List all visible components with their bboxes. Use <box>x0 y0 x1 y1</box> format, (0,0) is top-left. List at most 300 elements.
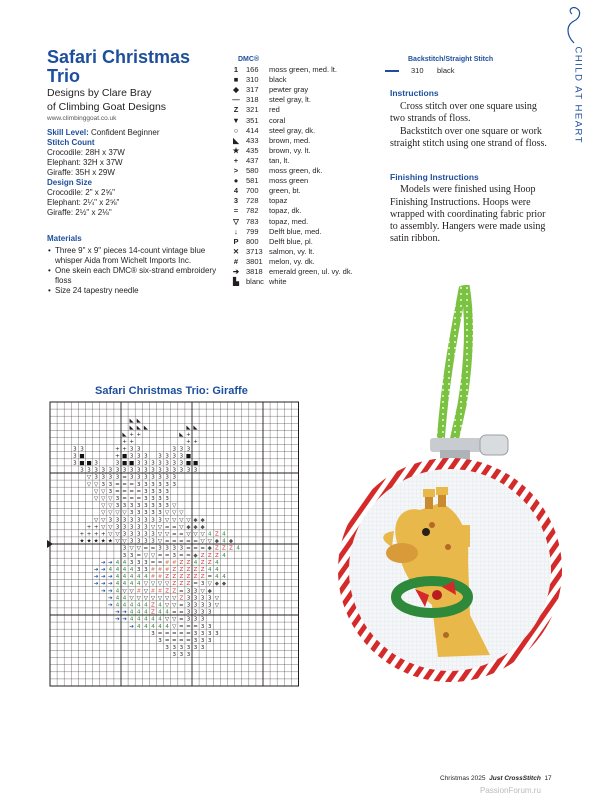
chart-stitch-symbol: = <box>179 609 184 616</box>
chart-stitch-symbol: 4 <box>158 602 162 609</box>
chart-stitch-symbol: 3 <box>73 453 77 460</box>
chart-stitch-symbol: + <box>122 446 127 453</box>
chart-stitch-symbol: 3 <box>186 616 191 623</box>
chart-stitch-symbol: # <box>150 588 156 595</box>
dmc-color-name: topaz <box>269 196 288 206</box>
chart-stitch-symbol: 4 <box>222 574 226 581</box>
chart-stitch-symbol: 3 <box>151 510 155 517</box>
chart-stitch-symbol: 3 <box>193 630 198 637</box>
chart-stitch-symbol: Z <box>151 602 155 609</box>
dmc-number: blanc <box>246 277 264 287</box>
chart-stitch-symbol: 3 <box>115 495 120 502</box>
chart-stitch-symbol: ▽ <box>101 524 106 531</box>
backstitch-color-name: black <box>437 66 455 75</box>
chart-stitch-symbol: 3 <box>137 503 141 510</box>
chart-stitch-symbol: 3 <box>101 474 105 481</box>
chart-stitch-symbol: = <box>179 531 184 538</box>
chart-stitch-symbol: 3 <box>186 467 191 474</box>
chart-stitch-symbol: 3 <box>151 538 155 545</box>
chart-stitch-symbol: ■ <box>185 460 192 467</box>
chart-stitch-symbol: ▽ <box>157 531 163 538</box>
instructions-paragraph: Backstitch over one square or work straight stitch using one strand of floss. <box>390 125 547 149</box>
chart-stitch-symbol: 3 <box>129 552 134 559</box>
chart-stitch-symbol: = <box>171 538 177 545</box>
dmc-symbol: ◆ <box>233 85 239 95</box>
chart-stitch-symbol: 3 <box>158 517 162 524</box>
chart-stitch-symbol: ★ <box>86 538 92 545</box>
chart-stitch-symbol: ◆ <box>193 552 198 559</box>
chart-stitch-symbol: 4 <box>122 581 127 588</box>
chart-stitch-symbol: ▽ <box>101 517 106 524</box>
dmc-key-row <box>230 217 380 227</box>
side-label-text: CHILD AT HEART <box>572 46 584 145</box>
chart-stitch-symbol: 3 <box>172 446 176 453</box>
chart-stitch-symbol: 3 <box>200 602 205 609</box>
chart-stitch-symbol: ▽ <box>165 595 170 602</box>
chart-stitch-symbol: 3 <box>151 474 155 481</box>
finishing-paragraph: Models were finished using Hoop Finishing Instructions. Hoops were wrapped with coordinating fabric prior to assembly. Hangers were made using satin ribbon. <box>390 184 546 245</box>
dmc-key-row <box>230 126 380 136</box>
chart-stitch-symbol: 3 <box>144 566 148 573</box>
chart-stitch-symbol: 3 <box>137 474 141 481</box>
chart-stitch-symbol: 3 <box>165 545 169 552</box>
chart-stitch-symbol: = <box>164 637 170 644</box>
chart-stitch-symbol: + <box>186 439 191 446</box>
chart-stitch-symbol: ▽ <box>165 616 170 623</box>
chart-stitch-symbol: 3 <box>193 595 198 602</box>
chart-stitch-symbol: 3 <box>144 524 148 531</box>
chart-stitch-symbol: = <box>171 524 177 531</box>
chart-stitch-symbol: 4 <box>144 616 148 623</box>
dmc-color-name: emerald green, ul. vy. dk. <box>269 266 353 276</box>
chart-stitch-symbol: Z <box>172 566 177 573</box>
chart-stitch-symbol: ▽ <box>172 616 177 623</box>
chart-stitch-symbol: # <box>136 588 142 595</box>
chart-stitch-symbol: ◣ <box>179 432 184 439</box>
chart-stitch-symbol: 3 <box>179 545 184 552</box>
chart-stitch-symbol: ■ <box>185 453 192 460</box>
chart-stitch-symbol: 4 <box>208 566 212 573</box>
chart-stitch-symbol: 3 <box>115 460 120 467</box>
chart-stitch-symbol: 3 <box>172 645 176 652</box>
chart-stitch-symbol: ▽ <box>172 623 177 630</box>
chart-stitch-symbol: 3 <box>129 524 134 531</box>
chart-stitch-symbol: 3 <box>151 531 155 538</box>
chart-stitch-symbol: ◣ <box>136 417 141 424</box>
chart-stitch-symbol: 3 <box>101 467 105 474</box>
dmc-number: 700 <box>246 186 259 196</box>
backstitch-key <box>385 55 545 76</box>
chart-stitch-symbol: ▽ <box>101 495 106 502</box>
dmc-key-row <box>230 257 380 267</box>
dmc-color-name: red <box>269 105 280 115</box>
chart-stitch-symbol: Z <box>179 595 184 602</box>
chart-stitch-symbol: + <box>122 439 127 446</box>
chart-stitch-symbol: 3 <box>200 630 205 637</box>
chart-stitch-symbol: 3 <box>151 630 155 637</box>
dmc-key-row <box>230 156 380 166</box>
chart-stitch-symbol: ▽ <box>108 524 113 531</box>
chart-stitch-symbol: 3 <box>94 460 98 467</box>
skill-level-value: Confident Beginner <box>91 128 160 137</box>
chart-stitch-symbol: ➔ <box>108 595 113 602</box>
chart-stitch-symbol: ■ <box>192 460 199 467</box>
chart-stitch-symbol: 4 <box>158 623 162 630</box>
chart-stitch-symbol: + <box>186 432 191 439</box>
dmc-key-row <box>230 206 380 216</box>
chart-stitch-symbol: = <box>186 545 191 552</box>
chart-stitch-symbol: = <box>193 623 198 630</box>
chart-stitch-symbol: # <box>150 566 156 573</box>
chart-stitch-symbol: 3 <box>151 517 155 524</box>
chart-stitch-symbol: = <box>186 630 191 637</box>
dmc-symbol: > <box>233 166 239 176</box>
chart-stitch-symbol: 3 <box>137 446 141 453</box>
chart-stitch-symbol: ▽ <box>214 595 219 602</box>
chart-stitch-symbol: ➔ <box>108 574 113 581</box>
chart-stitch-symbol: ▽ <box>172 595 177 602</box>
dmc-symbol: + <box>233 155 239 165</box>
chart-stitch-symbol: Z <box>207 559 212 566</box>
chart-stitch-symbol: 3 <box>158 495 162 502</box>
chart-stitch-symbol: Z <box>186 581 191 588</box>
chart-stitch-symbol: = <box>186 538 191 545</box>
chart-stitch-symbol: Z <box>207 552 212 559</box>
chart-stitch-symbol: ◆ <box>186 524 191 531</box>
chart-stitch-symbol: ▽ <box>165 531 170 538</box>
materials-item: • One skein each DMC® six-strand embroidery floss <box>55 266 217 286</box>
chart-stitch-symbol: 3 <box>208 630 212 637</box>
chart-stitch-symbol: 3 <box>73 460 77 467</box>
cross-stitch-chart <box>47 399 301 694</box>
chart-stitch-symbol: 3 <box>208 609 212 616</box>
chart-stitch-symbol: 3 <box>144 467 148 474</box>
finishing-heading: Finishing Instructions <box>390 172 479 182</box>
materials-heading: Materials <box>47 234 82 243</box>
chart-stitch-symbol: 3 <box>186 609 191 616</box>
chart-stitch-symbol: = <box>207 574 213 581</box>
chart-stitch-symbol: 4 <box>215 574 219 581</box>
chart-stitch-symbol: 4 <box>122 574 127 581</box>
chart-stitch-symbol: ▽ <box>101 510 106 517</box>
chart-stitch-symbol: # <box>157 574 163 581</box>
chart-stitch-symbol: 3 <box>193 616 198 623</box>
chart-stitch-symbol: ▽ <box>172 517 177 524</box>
chart-stitch-symbol: 4 <box>208 531 212 538</box>
chart-stitch-symbol: 3 <box>122 524 127 531</box>
chart-stitch-symbol: + <box>100 531 106 538</box>
chart-stitch-symbol: 3 <box>94 474 98 481</box>
chart-stitch-symbol: = <box>164 524 170 531</box>
stitch-count-item: Elephant: 32H x 37W <box>47 158 123 167</box>
chart-stitch-symbol: = <box>186 623 191 630</box>
chart-stitch-symbol: ▽ <box>150 524 156 531</box>
chart-stitch-symbol: ▽ <box>150 595 156 602</box>
chart-stitch-symbol: = <box>179 637 184 644</box>
chart-stitch-symbol: 3 <box>151 467 155 474</box>
chart-stitch-symbol: Z <box>172 574 177 581</box>
chart-stitch-symbol: = <box>129 495 134 502</box>
dmc-color-name: steel gray, lt. <box>269 95 311 105</box>
chart-stitch-symbol: ▽ <box>108 495 113 502</box>
chart-stitch-symbol: 4 <box>222 538 226 545</box>
dmc-color-name: moss green, med. lt. <box>269 65 337 75</box>
chart-stitch-symbol: 3 <box>186 588 191 595</box>
backstitch-row <box>385 66 545 76</box>
chart-stitch-symbol: Z <box>214 531 219 538</box>
finishing-section <box>390 171 550 246</box>
dmc-symbol: ▙ <box>233 277 239 287</box>
chart-stitch-symbol: Z <box>200 559 205 566</box>
chart-stitch-symbol: 4 <box>222 552 226 559</box>
chart-stitch-symbol: ■ <box>121 453 128 460</box>
chart-stitch-symbol: Z <box>200 574 205 581</box>
chart-stitch-symbol: 3 <box>200 616 205 623</box>
chart-stitch-symbol: ➔ <box>122 609 127 616</box>
chart-stitch-symbol: Z <box>222 545 226 552</box>
chart-stitch-symbol: ◆ <box>193 517 198 524</box>
chart-stitch-symbol: 3 <box>158 637 162 644</box>
chart-stitch-symbol: 3 <box>208 602 212 609</box>
skill-level-label: Skill Level: <box>47 128 89 137</box>
design-size-item: Elephant: 2¼" x 2⅝" <box>47 198 120 207</box>
stitch-count-heading: Stitch Count <box>47 138 95 147</box>
chart-stitch-symbol: ◣ <box>122 432 127 439</box>
chart-stitch-symbol: 4 <box>158 609 162 616</box>
chart-stitch-symbol: ◆ <box>221 581 227 588</box>
chart-stitch-symbol: ▽ <box>94 495 99 502</box>
dmc-number: 580 <box>246 166 259 176</box>
dmc-number: 581 <box>246 176 259 186</box>
chart-stitch-symbol: 3 <box>144 460 148 467</box>
chart-stitch-symbol: 4 <box>115 566 120 573</box>
chart-stitch-symbol: 3 <box>165 467 169 474</box>
chart-stitch-symbol: 3 <box>186 595 191 602</box>
chart-stitch-symbol: = <box>186 552 191 559</box>
chart-stitch-symbol: Z <box>200 552 205 559</box>
dmc-symbol: = <box>233 206 239 216</box>
byline-line-1: Designs by Clare Bray <box>47 87 152 99</box>
chart-stitch-symbol: ▽ <box>122 588 127 595</box>
chart-stitch-symbol: 3 <box>122 503 127 510</box>
dmc-color-name: green, bt. <box>269 186 301 196</box>
chart-stitch-symbol: 3 <box>137 531 141 538</box>
chart-stitch-symbol: ▽ <box>143 588 148 595</box>
chart-stitch-symbol: 3 <box>129 531 134 538</box>
footer-page-number: 17 <box>544 775 552 782</box>
chart-stitch-symbol: Z <box>193 566 198 573</box>
dmc-number: 414 <box>246 125 259 135</box>
dmc-color-name: brown, med. <box>269 135 311 145</box>
chart-stitch-symbol: ★ <box>100 538 106 545</box>
chart-stitch-symbol: ▽ <box>94 488 99 495</box>
chart-stitch-symbol: = <box>179 538 184 545</box>
chart-stitch-symbol: 4 <box>144 602 148 609</box>
giraffe-ornament-photo <box>320 285 570 705</box>
chart-stitch-symbol: 3 <box>158 488 162 495</box>
dmc-key-row <box>230 227 380 237</box>
chart-stitch-symbol: ▽ <box>115 538 120 545</box>
chart-stitch-symbol: 3 <box>101 481 105 488</box>
chart-stitch-symbol: 3 <box>172 481 176 488</box>
dmc-color-name: coral <box>269 115 286 125</box>
chart-stitch-symbol: 4 <box>137 602 141 609</box>
chart-stitch-symbol: 4 <box>137 574 141 581</box>
chart-stitch-symbol: ▽ <box>129 545 134 552</box>
dmc-color-name: black <box>269 75 287 85</box>
chart-stitch-symbol: ◣ <box>193 424 198 431</box>
chart-stitch-symbol: 3 <box>151 460 155 467</box>
chart-stitch-symbol: Z <box>179 559 184 566</box>
dmc-number: 435 <box>246 145 259 155</box>
chart-stitch-symbol: ▽ <box>143 552 148 559</box>
chart-stitch-symbol: ▽ <box>115 531 120 538</box>
chart-stitch-symbol: ▽ <box>214 602 219 609</box>
materials-list <box>47 246 217 296</box>
dmc-symbol: ● <box>233 176 239 186</box>
dmc-symbol: ▽ <box>233 216 239 226</box>
chart-stitch-symbol: ▽ <box>165 517 170 524</box>
dmc-key-row <box>230 196 380 206</box>
chart-stitch-symbol: 3 <box>172 545 176 552</box>
chart-stitch-symbol: ▽ <box>200 538 205 545</box>
chart-stitch-symbol: = <box>171 637 177 644</box>
chart-stitch-symbol: 3 <box>165 474 169 481</box>
chart-stitch-symbol: ➔ <box>93 566 99 573</box>
chart-stitch-symbol: ◆ <box>207 588 212 595</box>
chart-stitch-symbol: = <box>129 488 134 495</box>
chart-stitch-symbol: ▽ <box>108 503 113 510</box>
chart-stitch-symbol: = <box>193 545 198 552</box>
chart-stitch-symbol: ▽ <box>101 503 106 510</box>
dmc-symbol: P <box>233 236 239 246</box>
dmc-number: 351 <box>246 115 259 125</box>
dmc-symbol: ✕ <box>232 246 240 256</box>
chart-stitch-symbol: 3 <box>73 446 77 453</box>
chart-stitch-symbol: ▽ <box>165 581 170 588</box>
dmc-number: 433 <box>246 135 259 145</box>
chart-stitch-symbol: = <box>164 630 170 637</box>
chart-stitch-symbol: = <box>179 602 184 609</box>
chart-stitch-symbol: ▽ <box>143 595 148 602</box>
chart-stitch-symbol: ▽ <box>129 595 134 602</box>
chart-stitch-symbol: 3 <box>165 453 169 460</box>
dmc-number: 728 <box>246 196 259 206</box>
chart-stitch-symbol: = <box>122 474 127 481</box>
dmc-color-name: steel gray, dk. <box>269 125 316 135</box>
chart-stitch-symbol: 4 <box>222 531 226 538</box>
dmc-color-name: moss green <box>269 176 309 186</box>
chart-stitch-symbol: Z <box>214 552 219 559</box>
chart-stitch-symbol: Z <box>165 574 170 581</box>
chart-stitch-symbol: = <box>143 545 149 552</box>
chart-stitch-symbol: 3 <box>186 446 191 453</box>
chart-stitch-symbol: 4 <box>108 566 113 573</box>
chart-stitch-symbol: ▽ <box>186 517 191 524</box>
chart-stitch-symbol: = <box>179 630 184 637</box>
dmc-number: 3801 <box>246 256 263 266</box>
chart-stitch-symbol: = <box>150 559 156 566</box>
chart-stitch-symbol: 3 <box>144 538 148 545</box>
chart-stitch-symbol: ▽ <box>186 531 191 538</box>
chart-stitch-symbol: 3 <box>129 446 134 453</box>
chart-stitch-symbol: 4 <box>158 616 162 623</box>
chart-stitch-symbol: 3 <box>122 531 127 538</box>
chart-stitch-symbol: + <box>115 446 120 453</box>
chart-stitch-symbol: 4 <box>115 559 120 566</box>
chart-stitch-symbol: 4 <box>151 623 155 630</box>
chart-stitch-symbol: = <box>171 609 177 616</box>
chart-stitch-symbol: ➔ <box>100 559 106 566</box>
chart-stitch-symbol: Z <box>151 609 155 616</box>
chart-stitch-symbol: ◆ <box>214 538 219 545</box>
chart-stitch-symbol: 3 <box>165 495 169 502</box>
chart-stitch-symbol: 3 <box>108 517 113 524</box>
chart-stitch-symbol: 3 <box>200 609 205 616</box>
chart-stitch-symbol: 4 <box>137 581 141 588</box>
chart-stitch-symbol: 4 <box>165 609 169 616</box>
ribbon-hanger <box>440 285 468 450</box>
chart-stitch-symbol: ◆ <box>193 524 198 531</box>
dmc-number: 3713 <box>246 246 263 256</box>
chart-stitch-symbol: 4 <box>144 623 148 630</box>
chart-stitch-symbol: 3 <box>108 488 113 495</box>
chart-stitch-symbol: Z <box>172 581 177 588</box>
swirl-ornament-icon <box>564 5 584 45</box>
chart-stitch-symbol: ◣ <box>143 424 148 431</box>
chart-stitch-symbol: + <box>86 531 92 538</box>
chart-stitch-symbol: 3 <box>193 467 198 474</box>
chart-stitch-symbol: ➔ <box>100 566 106 573</box>
chart-stitch-symbol: 4 <box>137 616 141 623</box>
dmc-key-row <box>230 85 380 95</box>
chart-stitch-symbol: 3 <box>129 474 134 481</box>
dmc-key-row <box>230 267 380 277</box>
chart-stitch-symbol: ▽ <box>122 538 127 545</box>
chart-stitch-symbol: 3 <box>108 481 113 488</box>
chart-stitch-symbol: + <box>136 432 142 439</box>
chart-stitch-symbol: 3 <box>165 503 169 510</box>
dmc-number: 437 <box>246 155 259 165</box>
backstitch-number: 310 <box>411 66 424 75</box>
dmc-rows <box>230 65 380 287</box>
chart-stitch-symbol: ➔ <box>115 609 120 616</box>
chart-stitch-symbol: + <box>79 531 85 538</box>
dmc-color-name: tan, lt. <box>269 155 290 165</box>
chart-stitch-symbol: 3 <box>108 474 113 481</box>
chart-stitch-symbol: 3 <box>208 595 212 602</box>
dmc-color-name: melon, vy. dk. <box>269 256 315 266</box>
chart-stitch-symbol: ▽ <box>115 510 120 517</box>
chart-stitch-symbol: ➔ <box>122 616 127 623</box>
dmc-key-row <box>230 186 380 196</box>
chart-stitch-symbol: 3 <box>122 552 127 559</box>
chart-stitch-symbol: 3 <box>158 460 162 467</box>
chart-stitch-symbol: 3 <box>87 467 91 474</box>
chart-stitch-symbol: 3 <box>80 446 84 453</box>
chart-stitch-symbol: 4 <box>115 581 120 588</box>
chart-stitch-symbol: ▽ <box>179 510 184 517</box>
chart-stitch-symbol: ▽ <box>101 488 106 495</box>
chart-stitch-symbol: 3 <box>137 467 141 474</box>
chart-stitch-symbol: 3 <box>200 581 205 588</box>
chart-stitch-symbol: 3 <box>200 637 205 644</box>
dmc-number: 310 <box>246 75 259 85</box>
chart-stitch-symbol: ▽ <box>165 602 170 609</box>
dmc-color-name: Delft blue, pl. <box>269 236 313 246</box>
materials-item: • Three 9" x 9" pieces 14-count vintage blue whisper Aida from Wichelt Imports Inc. <box>55 246 217 266</box>
chart-stitch-symbol: 3 <box>94 467 98 474</box>
